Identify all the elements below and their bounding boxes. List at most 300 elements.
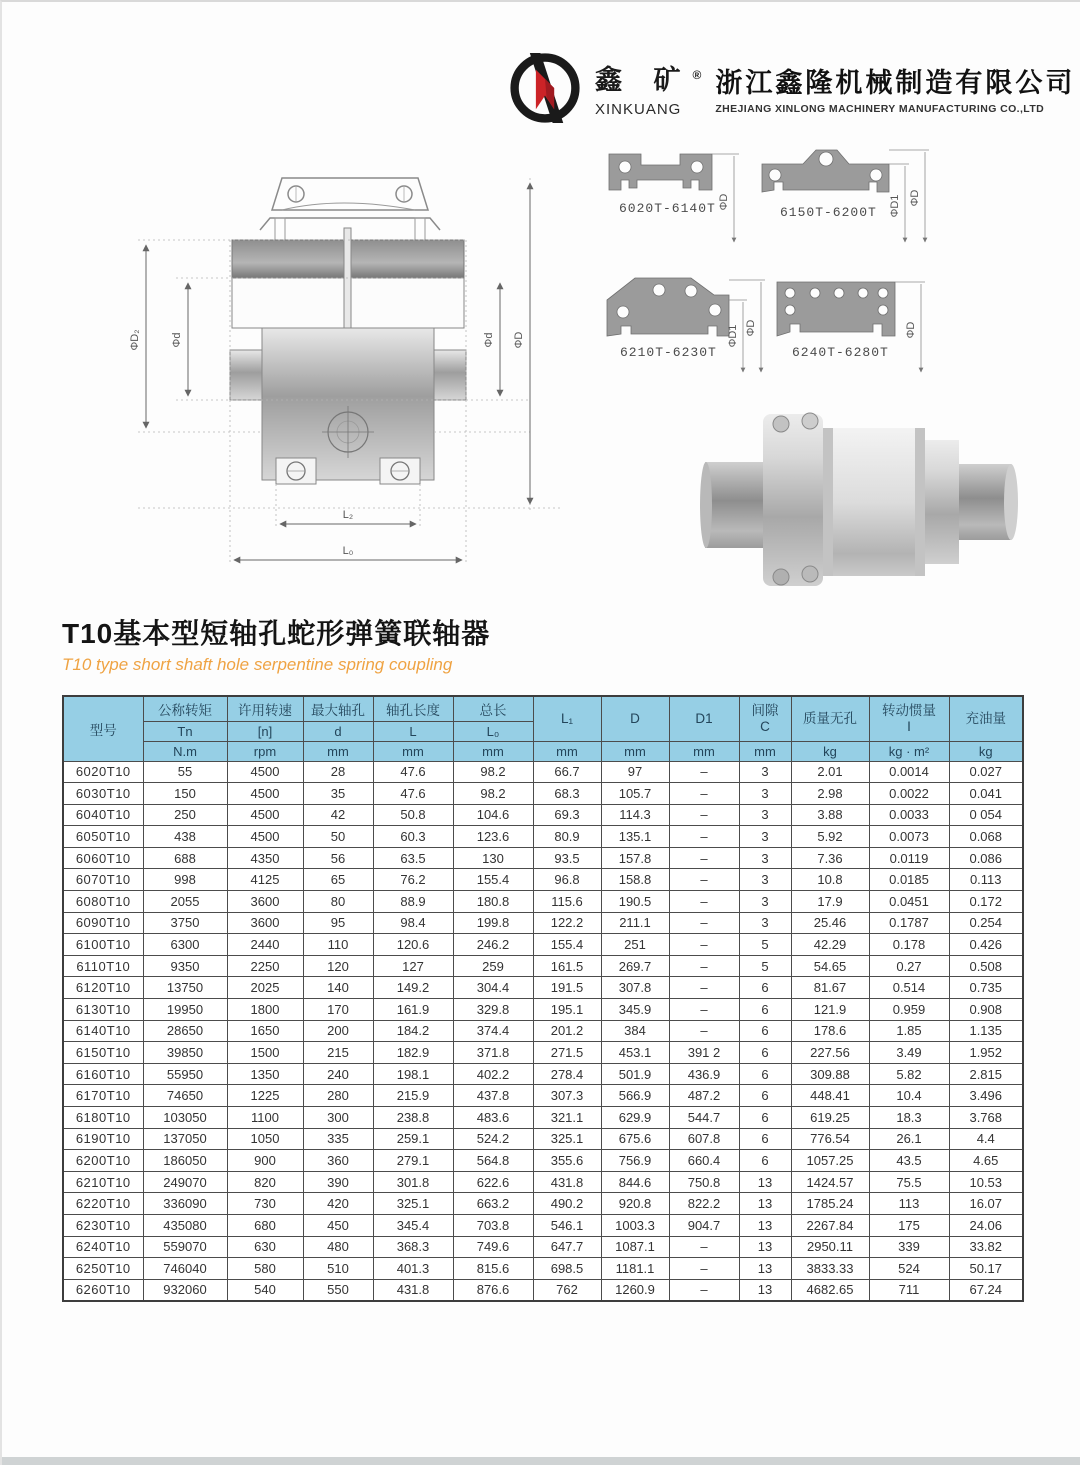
cell-inertia: 0.0022 [869,783,949,805]
unit-gap: mm [739,741,791,761]
cell-oil: 0.068 [949,826,1023,848]
unit-oil: kg [949,741,1023,761]
cell-L0: 259 [453,955,533,977]
cell-C: 6 [739,1020,791,1042]
cell-oil: 16.07 [949,1193,1023,1215]
cell-oil: 0.426 [949,934,1023,956]
cell-d: 170 [303,999,373,1021]
table-row [63,977,1023,999]
cell-model: 6100T10 [63,934,143,956]
cell-rpm: 2250 [227,955,303,977]
unit-tn: N.m [143,741,227,761]
page-bottom-edge [2,1457,1080,1465]
cell-L: 98.4 [373,912,453,934]
cell-oil: 50.17 [949,1258,1023,1280]
cell-L1: 431.8 [533,1171,601,1193]
cell-D1: 487.2 [669,1085,739,1107]
cell-d: 280 [303,1085,373,1107]
cell-mass: 81.67 [791,977,869,999]
cell-inertia: 3.49 [869,1042,949,1064]
cell-D: 756.9 [601,1150,669,1172]
cell-L0: 564.8 [453,1150,533,1172]
cell-D: 345.9 [601,999,669,1021]
cell-oil: 4.4 [949,1128,1023,1150]
cell-L0: 815.6 [453,1258,533,1280]
dim-label-d-right: Φd [483,332,495,348]
cell-L1: 201.2 [533,1020,601,1042]
cell-L0: 130 [453,847,533,869]
cell-rpm: 680 [227,1214,303,1236]
cell-rpm: 820 [227,1171,303,1193]
cell-C: 3 [739,869,791,891]
cell-C: 6 [739,977,791,999]
cell-inertia: 43.5 [869,1150,949,1172]
cell-D: 844.6 [601,1171,669,1193]
cell-oil: 3.496 [949,1085,1023,1107]
cell-tn: 55950 [143,1063,227,1085]
cell-C: 6 [739,1107,791,1129]
cell-L0: 483.6 [453,1107,533,1129]
cell-inertia: 0.0119 [869,847,949,869]
cell-tn: 2055 [143,891,227,913]
table-row [63,804,1023,826]
spec-table-body [63,761,1023,1301]
table-row [63,1107,1023,1129]
cell-L0: 524.2 [453,1128,533,1150]
unit-mass: kg [791,741,869,761]
cell-D: 157.8 [601,847,669,869]
cell-oil: 0.508 [949,955,1023,977]
spec-table-head [63,696,1023,761]
cell-model: 6250T10 [63,1258,143,1280]
dim-label-D: ΦD [513,331,525,349]
symbol-L: L [373,721,453,741]
cell-tn: 250 [143,804,227,826]
cell-inertia: 0.0014 [869,761,949,783]
cell-d: 56 [303,847,373,869]
cell-inertia: 524 [869,1258,949,1280]
cell-oil: 0.041 [949,783,1023,805]
cell-inertia: 0.0033 [869,804,949,826]
cell-D1: – [669,869,739,891]
cell-D1: – [669,783,739,805]
cell-D: 566.9 [601,1085,669,1107]
cell-C: 3 [739,783,791,805]
cell-tn: 137050 [143,1128,227,1150]
table-row [63,934,1023,956]
cell-d: 200 [303,1020,373,1042]
cell-rpm: 1100 [227,1107,303,1129]
cell-model: 6020T10 [63,761,143,783]
cell-tn: 186050 [143,1150,227,1172]
cell-rpm: 540 [227,1279,303,1301]
cell-rpm: 4500 [227,761,303,783]
cell-tn: 249070 [143,1171,227,1193]
cell-d: 35 [303,783,373,805]
cell-L: 198.1 [373,1063,453,1085]
cell-tn: 103050 [143,1107,227,1129]
diagram-c-dim2: ΦD [745,319,757,337]
cell-model: 6170T10 [63,1085,143,1107]
symbol-L0: L₀ [453,721,533,741]
cell-mass: 121.9 [791,999,869,1021]
cell-oil: 0.908 [949,999,1023,1021]
cell-L1: 278.4 [533,1063,601,1085]
cell-D1: – [669,891,739,913]
cell-d: 28 [303,761,373,783]
cell-L1: 66.7 [533,761,601,783]
cell-mass: 25.46 [791,912,869,934]
coupling-section-drawing [60,150,575,585]
cell-D1: 822.2 [669,1193,739,1215]
cell-inertia: 0.0451 [869,891,949,913]
col-header-gap: 间隙 C [739,696,791,741]
cell-oil: 1.952 [949,1042,1023,1064]
dim-label-L0: L₀ [342,545,354,557]
cell-tn: 3750 [143,912,227,934]
cell-L0: 437.8 [453,1085,533,1107]
cell-rpm: 1800 [227,999,303,1021]
table-row [63,1085,1023,1107]
cell-L0: 155.4 [453,869,533,891]
cell-L1: 68.3 [533,783,601,805]
table-row [63,1193,1023,1215]
cell-inertia: 339 [869,1236,949,1258]
cell-D: 1181.1 [601,1258,669,1280]
cell-rpm: 4125 [227,869,303,891]
brand-name-en: XINKUANG [595,101,682,118]
cell-D1: – [669,999,739,1021]
cell-inertia: 0.0185 [869,869,949,891]
cell-L: 259.1 [373,1128,453,1150]
cell-D1: 544.7 [669,1107,739,1129]
cell-D1: – [669,1258,739,1280]
cell-L: 368.3 [373,1236,453,1258]
cell-L1: 307.3 [533,1085,601,1107]
table-row [63,783,1023,805]
cell-model: 6180T10 [63,1107,143,1129]
cell-inertia: 0.959 [869,999,949,1021]
cell-tn: 6300 [143,934,227,956]
cell-mass: 1785.24 [791,1193,869,1215]
cell-rpm: 2025 [227,977,303,999]
cell-model: 6050T10 [63,826,143,848]
cell-model: 6030T10 [63,783,143,805]
cell-d: 42 [303,804,373,826]
table-row [63,891,1023,913]
cell-C: 3 [739,804,791,826]
diagram-d-dim: ΦD [905,321,917,339]
cell-D: 190.5 [601,891,669,913]
table-row [63,1063,1023,1085]
cell-D: 269.7 [601,955,669,977]
cell-D1: 436.9 [669,1063,739,1085]
cell-C: 13 [739,1171,791,1193]
cell-model: 6160T10 [63,1063,143,1085]
product-title-en: T10 type short shaft hole serpentine spring coupling [62,655,453,674]
cell-L: 431.8 [373,1279,453,1301]
cell-L: 325.1 [373,1193,453,1215]
cell-L: 215.9 [373,1085,453,1107]
unit-n: rpm [227,741,303,761]
cell-L: 76.2 [373,869,453,891]
col-header-inertia: 转动惯量 I [869,696,949,741]
cell-rpm: 900 [227,1150,303,1172]
cell-C: 6 [739,999,791,1021]
table-row [63,1236,1023,1258]
cell-L: 50.8 [373,804,453,826]
cell-L: 120.6 [373,934,453,956]
cell-d: 240 [303,1063,373,1085]
cell-D: 105.7 [601,783,669,805]
cell-inertia: 26.1 [869,1128,949,1150]
cell-d: 65 [303,869,373,891]
unit-D1: mm [669,741,739,761]
col-header-torque: 公称转矩 [143,696,227,721]
cell-d: 215 [303,1042,373,1064]
cell-tn: 559070 [143,1236,227,1258]
cell-L0: 374.4 [453,1020,533,1042]
cell-rpm: 4500 [227,804,303,826]
cell-D: 211.1 [601,912,669,934]
cell-D: 1260.9 [601,1279,669,1301]
cell-D1: – [669,1279,739,1301]
cell-rpm: 3600 [227,912,303,934]
cell-L: 279.1 [373,1150,453,1172]
cell-oil: 0.113 [949,869,1023,891]
table-row [63,999,1023,1021]
cell-model: 6200T10 [63,1150,143,1172]
table-row [63,1171,1023,1193]
cell-model: 6140T10 [63,1020,143,1042]
cell-rpm: 1350 [227,1063,303,1085]
cell-oil: 10.53 [949,1171,1023,1193]
cell-d: 80 [303,891,373,913]
cell-tn: 9350 [143,955,227,977]
cell-model: 6080T10 [63,891,143,913]
cell-L: 238.8 [373,1107,453,1129]
cell-mass: 7.36 [791,847,869,869]
cell-d: 120 [303,955,373,977]
cell-L0: 402.2 [453,1063,533,1085]
cell-mass: 3.88 [791,804,869,826]
brand-header [507,46,1076,130]
cell-d: 50 [303,826,373,848]
cell-inertia: 18.3 [869,1107,949,1129]
cell-d: 550 [303,1279,373,1301]
cell-d: 300 [303,1107,373,1129]
cell-L: 184.2 [373,1020,453,1042]
cell-L0: 622.6 [453,1171,533,1193]
cell-model: 6240T10 [63,1236,143,1258]
cell-model: 6090T10 [63,912,143,934]
cell-L: 301.8 [373,1171,453,1193]
cell-D: 251 [601,934,669,956]
cell-C: 6 [739,1063,791,1085]
cell-D1: – [669,912,739,934]
cell-d: 335 [303,1128,373,1150]
cell-L1: 96.8 [533,869,601,891]
cell-L1: 161.5 [533,955,601,977]
cell-mass: 1424.57 [791,1171,869,1193]
cell-rpm: 4500 [227,783,303,805]
cell-L0: 876.6 [453,1279,533,1301]
cell-C: 6 [739,1150,791,1172]
cell-L0: 180.8 [453,891,533,913]
cell-L1: 115.6 [533,891,601,913]
unit-L1: mm [533,741,601,761]
cell-tn: 39850 [143,1042,227,1064]
cell-D: 675.6 [601,1128,669,1150]
cell-D: 501.9 [601,1063,669,1085]
col-header-D1: D1 [669,696,739,741]
cell-tn: 435080 [143,1214,227,1236]
cell-D: 158.8 [601,869,669,891]
cell-D1: – [669,761,739,783]
spec-table [62,695,1024,1302]
cell-D: 97 [601,761,669,783]
dim-label-D2: ΦD₂ [129,329,141,351]
cell-model: 6120T10 [63,977,143,999]
table-row [63,869,1023,891]
cell-inertia: 711 [869,1279,949,1301]
cell-D1: 391 2 [669,1042,739,1064]
cell-mass: 2950.11 [791,1236,869,1258]
cell-L: 63.5 [373,847,453,869]
cell-mass: 1057.25 [791,1150,869,1172]
col-header-oil: 充油量 [949,696,1023,741]
cell-oil: 0 054 [949,804,1023,826]
cell-L1: 546.1 [533,1214,601,1236]
cell-L1: 355.6 [533,1150,601,1172]
diagram-c-label: 6210T-6230T [620,345,717,360]
registered-mark: ® [692,68,702,82]
cell-tn: 28650 [143,1020,227,1042]
cell-D: 453.1 [601,1042,669,1064]
diagram-b-dim1: ΦD1 [889,194,901,218]
cell-C: 5 [739,955,791,977]
cell-model: 6060T10 [63,847,143,869]
cell-D: 1003.3 [601,1214,669,1236]
cell-oil: 3.768 [949,1107,1023,1129]
cell-mass: 178.6 [791,1020,869,1042]
cell-rpm: 730 [227,1193,303,1215]
cell-tn: 746040 [143,1258,227,1280]
symbol-d: d [303,721,373,741]
company-name-en: ZHEJIANG XINLONG MACHINERY MANUFACTURING CO.,LTD [715,103,1045,115]
cell-oil: 0.027 [949,761,1023,783]
cell-D1: – [669,977,739,999]
cell-L0: 123.6 [453,826,533,848]
table-row [63,912,1023,934]
cell-inertia: 113 [869,1193,949,1215]
company-name-cn: 浙江鑫隆机械制造有限公司 [715,68,1076,98]
cell-tn: 19950 [143,999,227,1021]
table-row [63,1042,1023,1064]
cell-L: 401.3 [373,1258,453,1280]
cell-L0: 199.8 [453,912,533,934]
cell-model: 6190T10 [63,1128,143,1150]
diagram-b-label: 6150T-6200T [780,205,877,220]
cell-oil: 67.24 [949,1279,1023,1301]
cell-L1: 93.5 [533,847,601,869]
cell-oil: 1.135 [949,1020,1023,1042]
cell-C: 6 [739,1042,791,1064]
dim-label-d-left: Φd [171,332,183,348]
cell-inertia: 75.5 [869,1171,949,1193]
cell-model: 6150T10 [63,1042,143,1064]
cell-L: 47.6 [373,761,453,783]
cell-L: 60.3 [373,826,453,848]
cell-L: 161.9 [373,999,453,1021]
cell-L1: 191.5 [533,977,601,999]
cell-tn: 336090 [143,1193,227,1215]
cell-L1: 195.1 [533,999,601,1021]
cell-oil: 0.735 [949,977,1023,999]
cell-mass: 5.92 [791,826,869,848]
cell-L0: 246.2 [453,934,533,956]
cell-model: 6260T10 [63,1279,143,1301]
cell-C: 3 [739,761,791,783]
cell-D1: – [669,1236,739,1258]
cell-mass: 17.9 [791,891,869,913]
col-header-total-length: 总长 [453,696,533,721]
cell-L0: 329.8 [453,999,533,1021]
cell-d: 510 [303,1258,373,1280]
dim-label-L2: L₂ [342,509,354,521]
cell-C: 13 [739,1258,791,1280]
cell-L0: 104.6 [453,804,533,826]
cell-L0: 304.4 [453,977,533,999]
cell-L0: 749.6 [453,1236,533,1258]
cell-D1: – [669,804,739,826]
product-title-cn: T10基本型短轴孔蛇形弹簧联轴器 [62,618,491,649]
diagram-a-dim: ΦD [718,193,730,211]
spring-plate-diagrams [587,140,1035,380]
cell-D1: – [669,826,739,848]
cell-mass: 776.54 [791,1128,869,1150]
cell-C: 13 [739,1279,791,1301]
cell-tn: 13750 [143,977,227,999]
cell-tn: 150 [143,783,227,805]
cell-D1: 660.4 [669,1150,739,1172]
cell-L1: 271.5 [533,1042,601,1064]
cell-C: 5 [739,934,791,956]
cell-inertia: 0.27 [869,955,949,977]
table-row [63,955,1023,977]
cell-C: 13 [739,1236,791,1258]
section-title [62,612,490,675]
table-row [63,1150,1023,1172]
cell-D: 1087.1 [601,1236,669,1258]
cell-oil: 0.086 [949,847,1023,869]
cell-rpm: 1650 [227,1020,303,1042]
cell-C: 3 [739,891,791,913]
cell-rpm: 1225 [227,1085,303,1107]
symbol-tn: Tn [143,721,227,741]
cell-inertia: 0.514 [869,977,949,999]
cell-mass: 448.41 [791,1085,869,1107]
brand-text [595,58,701,118]
cell-mass: 227.56 [791,1042,869,1064]
cell-C: 13 [739,1193,791,1215]
cell-mass: 3833.33 [791,1258,869,1280]
cell-tn: 932060 [143,1279,227,1301]
cell-tn: 55 [143,761,227,783]
cell-inertia: 1.85 [869,1020,949,1042]
cell-L1: 69.3 [533,804,601,826]
cell-L1: 321.1 [533,1107,601,1129]
